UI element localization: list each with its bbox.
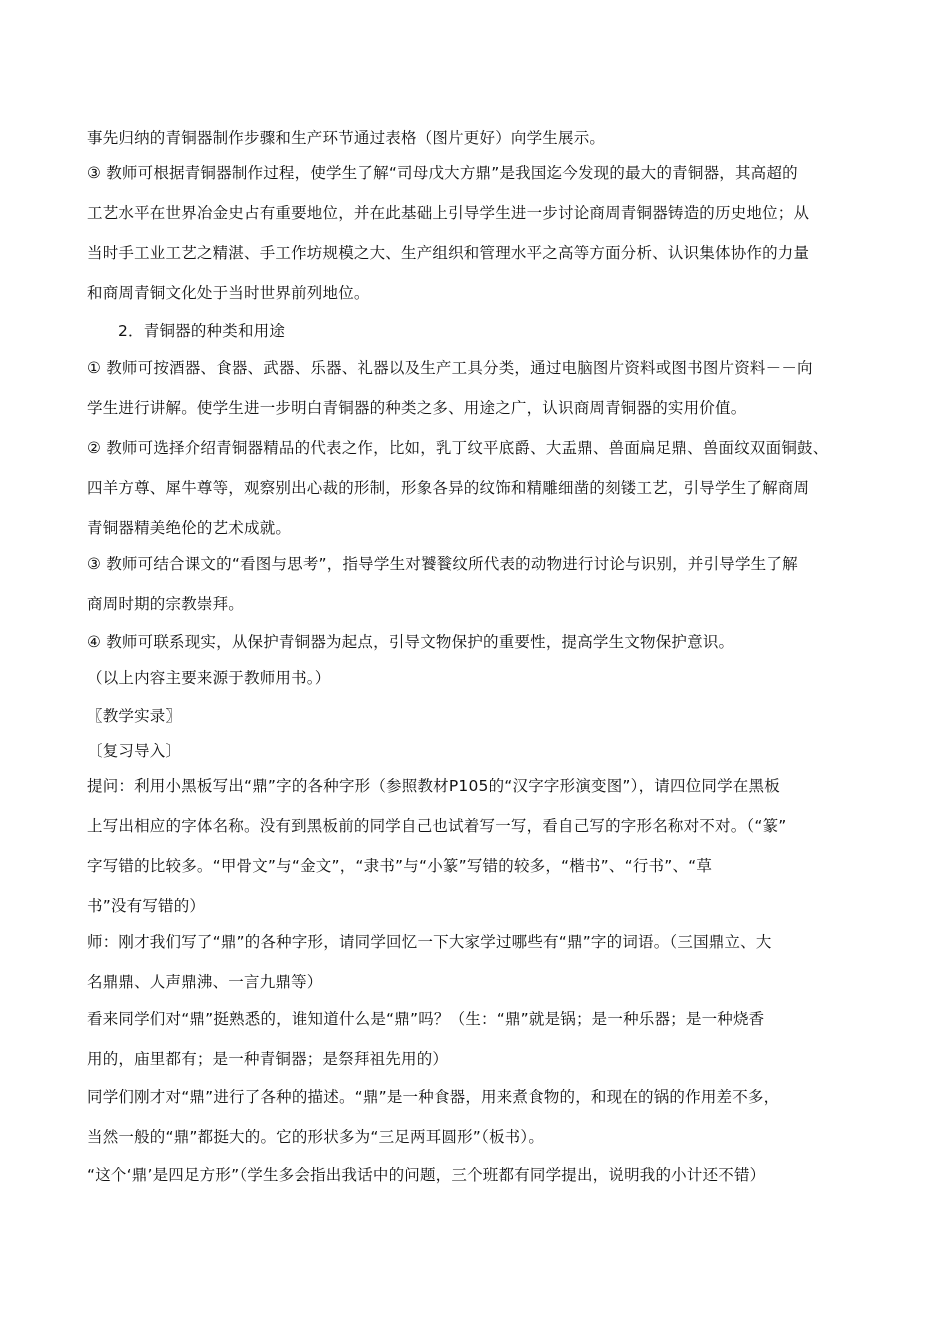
text-line: 青铜器精美绝伦的艺术成就。 xyxy=(87,519,292,537)
text-line: 提问：利用小黑板写出“鼎”字的各种字形（参照教材P105的“汉字字形演变图”），请四位同学在黑板 xyxy=(87,777,780,795)
text-line: 当时手工业工艺之精湛、手工作坊规模之大、生产组织和管理水平之高等方面分析、认识集体协作的力量 xyxy=(87,244,810,262)
text-line: 商周时期的宗教崇拜。 xyxy=(87,595,245,613)
text-line: 看来同学们对“鼎”挺熟悉的，谁知道什么是“鼎”吗？（生：“鼎”就是锅；是一种乐器；是一种烧香 xyxy=(87,1010,765,1028)
text-line: 当然一般的“鼎”都挺大的。它的形状多为“三足两耳圆形”（板书）。 xyxy=(87,1128,545,1146)
text-line: 上写出相应的字体名称。没有到黑板前的同学自己也试着写一写，看自己写的字形名称对不对。（“篆” xyxy=(87,817,787,835)
text-line: 字写错的比较多。“甲骨文”与“金文”，“隶书”与“小篆”写错的较多，“楷书”、“行书”、“草 xyxy=(87,857,713,875)
section-heading: 2．青铜器的种类和用途 xyxy=(118,322,286,340)
text-line: ② 教师可选择介绍青铜器精品的代表之作，比如，乳丁纹平底爵、大盂鼎、兽面扁足鼎、兽面纹双面铜鼓、 xyxy=(87,439,829,457)
section-heading: 〔复习导入〕 xyxy=(87,742,182,760)
text-line: 同学们刚才对“鼎”进行了各种的描述。“鼎”是一种食器，用来煮食物的，和现在的锅的作用差不多， xyxy=(87,1088,780,1106)
text-line: 师：刚才我们写了“鼎”的各种字形，请同学回忆一下大家学过哪些有“鼎”字的词语。（三国鼎立、大 xyxy=(87,933,772,951)
text-line: 学生进行讲解。使学生进一步明白青铜器的种类之多、用途之广，认识商周青铜器的实用价值。 xyxy=(87,399,747,417)
text-line: 四羊方尊、犀牛尊等，观察别出心裁的形制，形象各异的纹饰和精雕细凿的刻镂工艺，引导学生了解商周 xyxy=(87,479,810,497)
text-line: ③ 教师可结合课文的“看图与思考”，指导学生对饕餮纹所代表的动物进行讨论与识别，并引导学生了解 xyxy=(87,555,798,573)
text-line: 用的，庙里都有；是一种青铜器；是祭拜祖先用的） xyxy=(87,1050,449,1068)
text-line: 和商周青铜文化处于当时世界前列地位。 xyxy=(87,284,370,302)
text-line: ① 教师可按酒器、食器、武器、乐器、礼器以及生产工具分类，通过电脑图片资料或图书图片资料－－向 xyxy=(87,359,813,377)
text-line: （以上内容主要来源于教师用书。） xyxy=(87,669,331,687)
text-line: 事先归纳的青铜器制作步骤和生产环节通过表格（图片更好）向学生展示。 xyxy=(87,129,606,147)
text-line: 名鼎鼎、人声鼎沸、一言九鼎等） xyxy=(87,973,323,991)
text-line: “这个‘鼎’是四足方形”（学生多会指出我话中的问题，三个班都有同学提出，说明我的小计还不错） xyxy=(87,1166,766,1184)
text-line: ③ 教师可根据青铜器制作过程，使学生了解“司母戊大方鼎”是我国迄今发现的最大的青铜器，其高超的 xyxy=(87,164,798,182)
section-heading: 〖教学实录〗 xyxy=(87,707,182,725)
text-line: 书”没有写错的） xyxy=(87,897,206,915)
text-line: ④ 教师可联系现实，从保护青铜器为起点，引导文物保护的重要性，提高学生文物保护意识。 xyxy=(87,633,735,651)
text-line: 工艺水平在世界冶金史占有重要地位，并在此基础上引导学生进一步讨论商周青铜器铸造的历史地位；从 xyxy=(87,204,810,222)
